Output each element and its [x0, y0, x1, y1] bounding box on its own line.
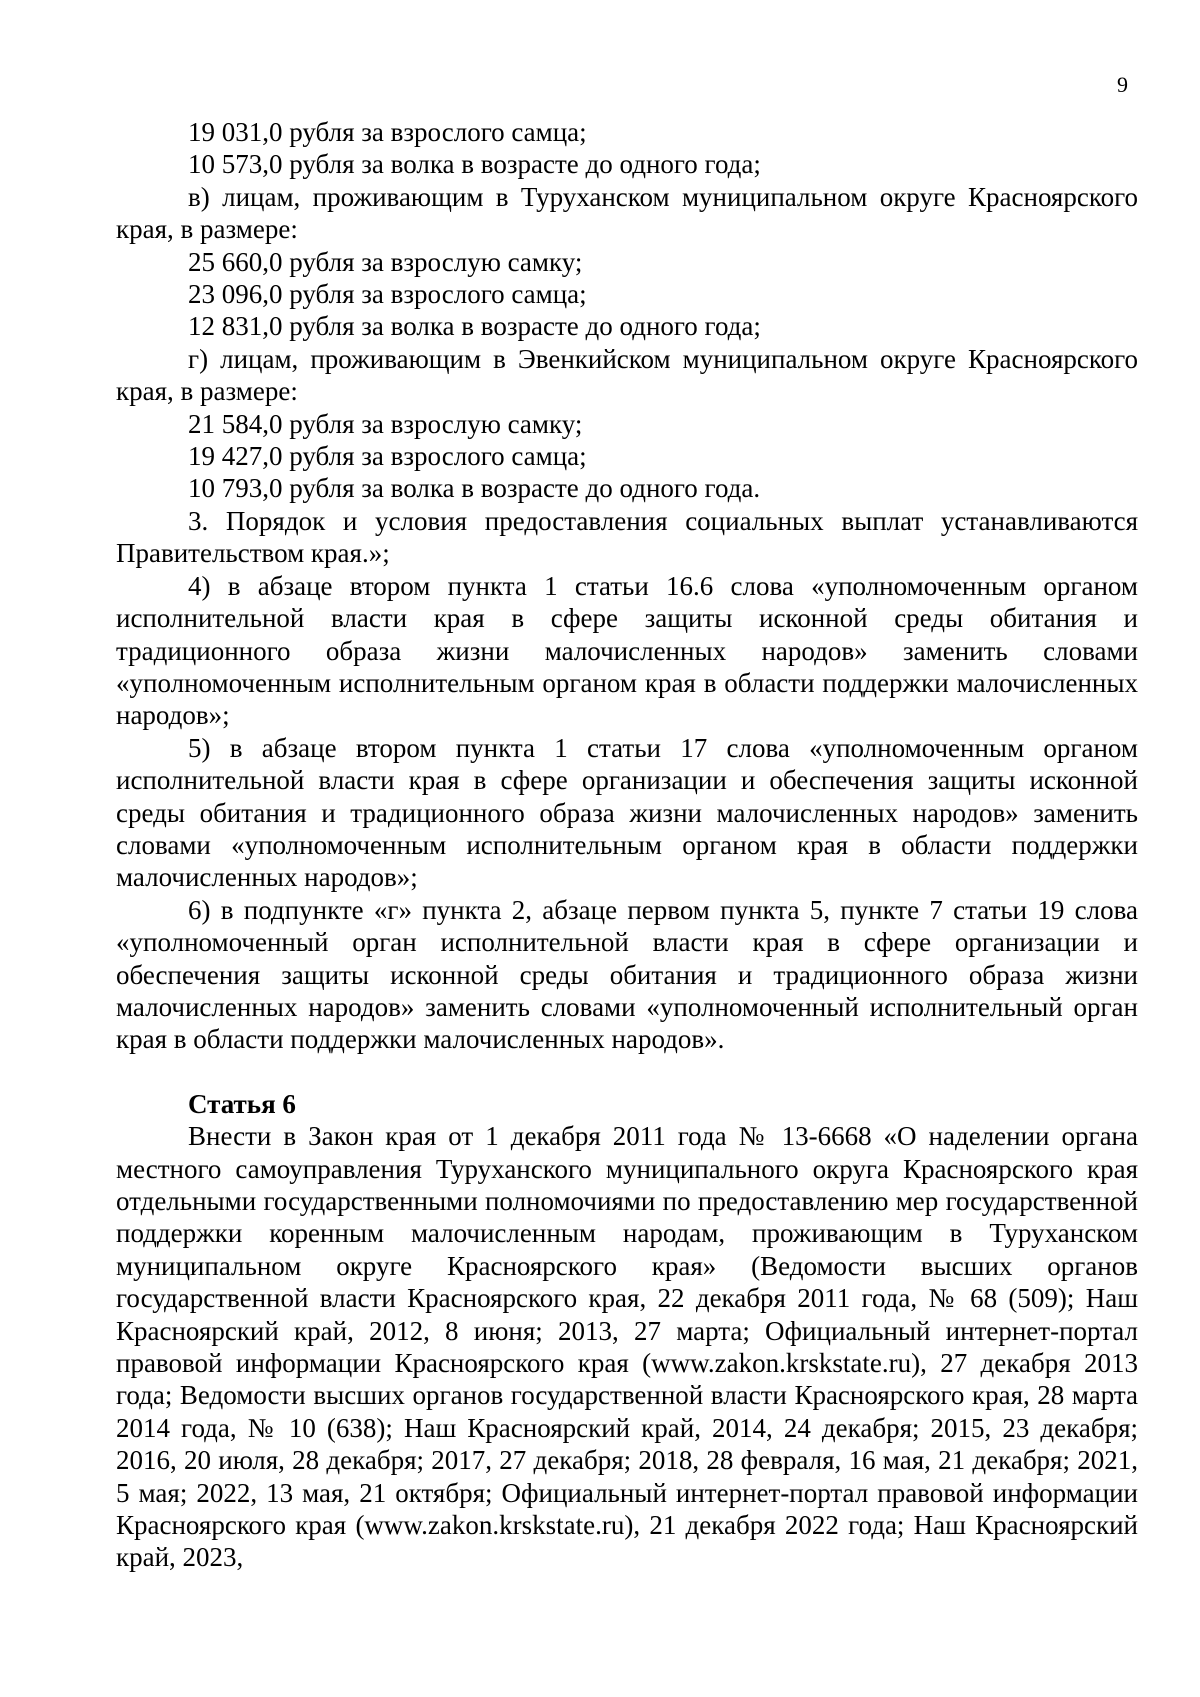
paragraph: 25 660,0 рубля за взрослую самку;: [188, 246, 583, 277]
paragraph: в) лицам, проживающим в Туруханском муниципальном округе Красноярского края, в размере:: [116, 181, 1138, 245]
paragraph: 21 584,0 рубля за взрослую самку;: [188, 408, 583, 439]
article-heading: Статья 6: [188, 1088, 296, 1119]
paragraph-gap: [116, 1056, 1138, 1088]
paragraph: 12 831,0 рубля за волка в возрасте до одного года;: [188, 311, 761, 342]
paragraph: 6) в подпункте «г» пункта 2, абзаце первом пункта 5, пункте 7 статьи 19 слова «уполномоченный орган исполнительной власти края в сфере организации и обеспечения защиты исконной среды обитания и традиционного образа жизни малочисленных народов» заменить словами «уполномоченный исполнительный орган края в области поддержки малочисленных народов».: [116, 894, 1138, 1055]
paragraph: 19 427,0 рубля за взрослого самца;: [188, 441, 587, 472]
paragraph: 5) в абзаце втором пункта 1 статьи 17 слова «уполномоченным органом исполнительной власти края в сфере организации и обеспечения защиты исконной среды обитания и традиционного образа жизни малочисленных народов» заменить словами «уполномоченным исполнительным органом края в области поддержки малочисленных народов»;: [116, 732, 1138, 893]
paragraph: 10 793,0 рубля за волка в возрасте до одного года.: [188, 473, 761, 504]
paragraph: 3. Порядок и условия предоставления социальных выплат устанавливаются Правительством края.»;: [116, 505, 1138, 569]
page-number: 9: [1117, 72, 1128, 97]
document-body: [116, 116, 1138, 1574]
paragraph: 23 096,0 рубля за взрослого самца;: [188, 279, 587, 310]
article-text: Внести в Закон края от 1 декабря 2011 года № 13-6668 «О наделении органа местного самоуправления Туруханского муниципального округа Красноярского края отдельными государственными полномочиями по предоставлению мер государственной поддержки коренным малочисленным народам, проживающим в Туруханском муниципальном округе Красноярского края» (Ведомости высших органов государственной власти Красноярского края, 22 декабря 2011 года, № 68 (509); Наш Красноярский край, 2012, 8 июня; 2013, 27 марта; Официальный интернет-портал правовой информации Красноярского края (www.zakon.krskstate.ru), 27 декабря 2013 года; Ведомости высших органов государственной власти Красноярского края, 28 марта 2014 года, № 10 (638); Наш Красноярский край, 2014, 24 декабря; 2015, 23 декабря; 2016, 20 июля, 28 декабря; 2017, 27 декабря; 2018, 28 февраля, 16 мая, 21 декабря; 2021, 5 мая; 2022, 13 мая, 21 октября; Официальный интернет-портал правовой информации Красноярского края (www.zakon.krskstate.ru), 21 декабря 2022 года; Наш Красноярский край, 2023,: [116, 1121, 1138, 1573]
paragraph: 4) в абзаце втором пункта 1 статьи 16.6 слова «уполномоченным органом исполнительной власти края в сфере защиты исконной среды обитания и традиционного образа жизни малочисленных народов» заменить словами «уполномоченным исполнительным органом края в области поддержки малочисленных народов»;: [116, 570, 1138, 731]
paragraph: 10 573,0 рубля за волка в возрасте до одного года;: [188, 149, 761, 180]
paragraph: г) лицам, проживающим в Эвенкийском муниципальном округе Красноярского края, в размере:: [116, 343, 1138, 407]
paragraph: 19 031,0 рубля за взрослого самца;: [188, 117, 587, 147]
